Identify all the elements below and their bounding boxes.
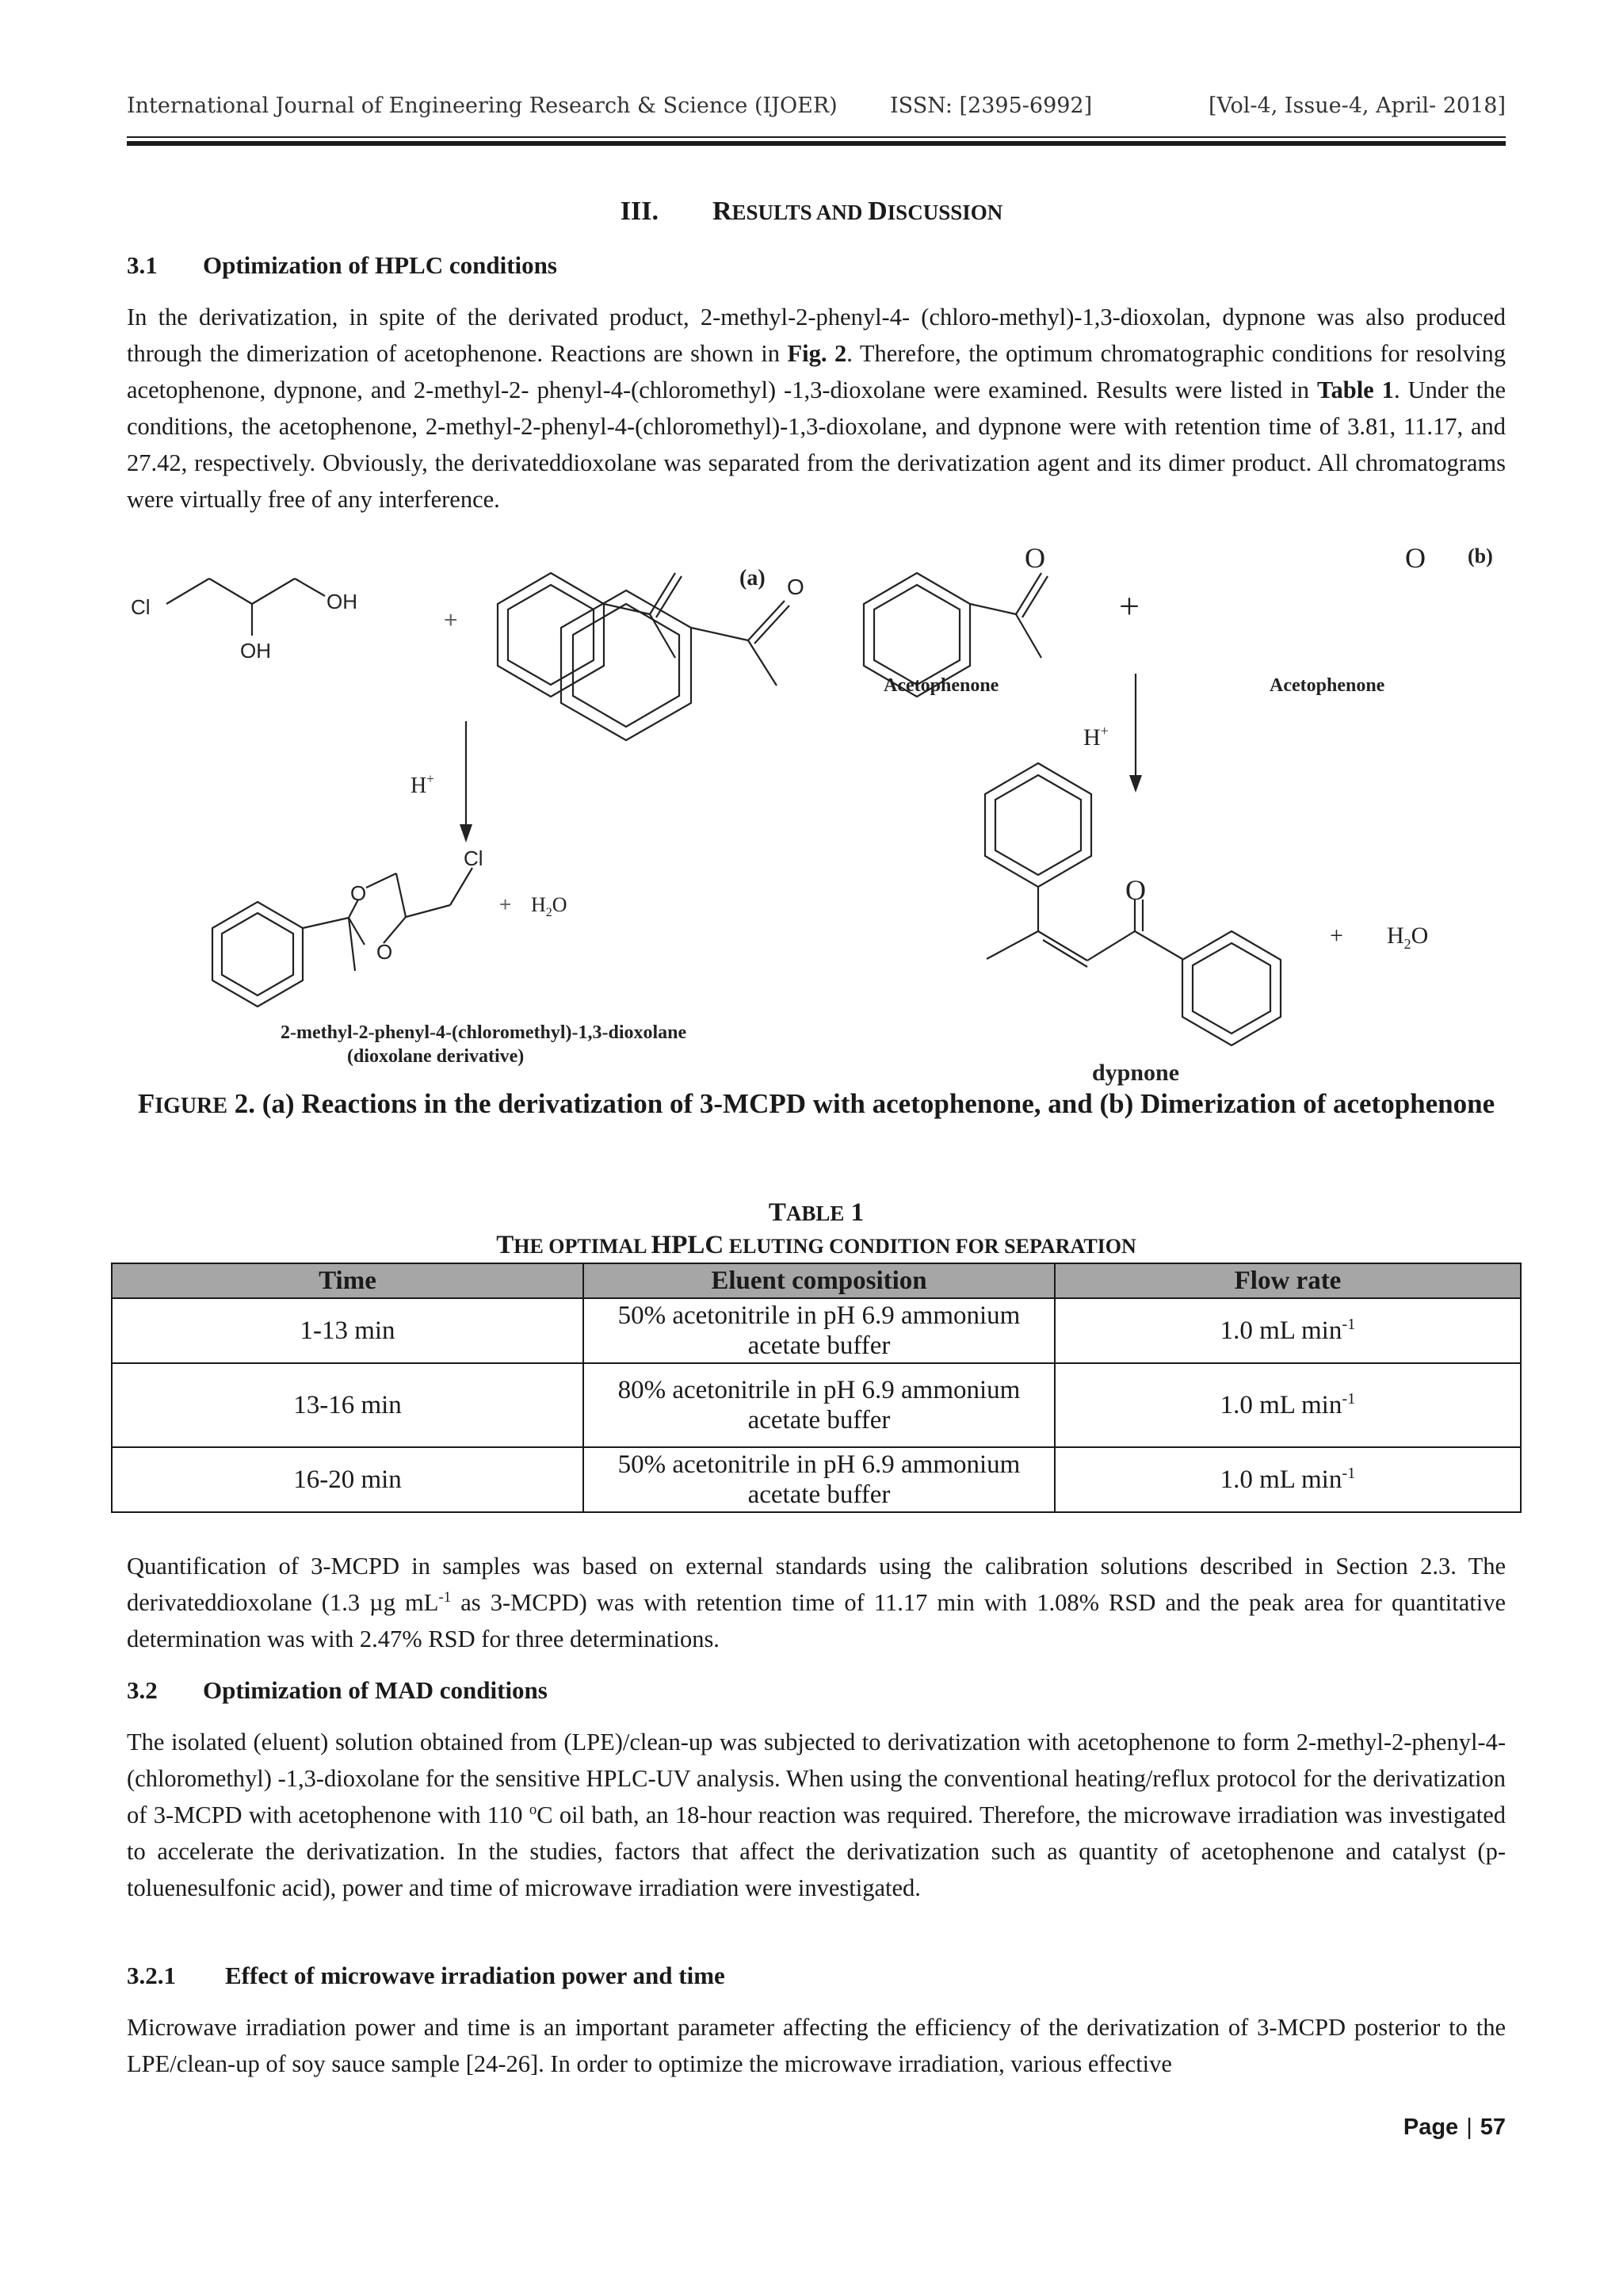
svg-text:dypnone: dypnone — [1092, 1060, 1180, 1086]
svg-text:O: O — [350, 881, 367, 905]
journal-name: International Journal of Engineering Research & Science (IJOER) — [127, 94, 838, 118]
column-header-flow: Flow rate — [1055, 1263, 1521, 1298]
table-1-caption: TABLE 1 THE OPTIMAL HPLC ELUTING CONDITION FOR SEPARATION — [496, 1198, 1136, 1259]
svg-text:O: O — [787, 575, 804, 599]
svg-text:(dioxolane derivative): (dioxolane derivative) — [347, 1046, 525, 1067]
subsection-3-1-heading: 3.1 Optimization of HPLC conditions — [127, 251, 557, 279]
label-b: (b) — [1468, 544, 1493, 567]
svg-text:O: O — [376, 940, 393, 964]
svg-text:+: + — [1330, 923, 1343, 949]
column-header-eluent: Eluent composition — [583, 1263, 1055, 1298]
chlorine-label: Cl — [131, 595, 151, 619]
svg-text:+: + — [499, 892, 512, 916]
page-label: Page — [1403, 2115, 1459, 2140]
svg-text:H+: H+ — [411, 771, 434, 798]
table-1-hplc-conditions — [111, 1263, 1522, 1513]
column-header-time: Time — [112, 1263, 583, 1298]
svg-text:O: O — [1125, 874, 1146, 906]
svg-text:OH: OH — [327, 590, 357, 613]
svg-text:Acetophenone: Acetophenone — [1270, 675, 1385, 696]
svg-text:O: O — [1025, 542, 1045, 574]
svg-text:2-methyl-2-phenyl-4-(chloromet: 2-methyl-2-phenyl-4-(chloromethyl)-1,3-dioxolane — [281, 1022, 687, 1043]
svg-text:O: O — [1405, 542, 1426, 574]
svg-text:+: + — [444, 607, 458, 633]
label-a: (a) — [739, 566, 766, 590]
svg-text:H+: H+ — [1083, 723, 1109, 751]
svg-text:H2O: $H_2O$ — [1387, 923, 1429, 952]
figure-2-reaction-schemes — [111, 539, 1522, 1086]
svg-text:+: + — [1119, 586, 1140, 626]
issn: ISSN: [2395-6992] — [890, 94, 1093, 118]
page-footer: Page | 57 — [1403, 2115, 1506, 2140]
svg-text:H2O: $H_2O$ — [531, 893, 567, 919]
header-rule-thin — [127, 136, 1506, 138]
table-row: 1-13 min 50% acetonitrile in pH 6.9 ammonium acetate buffer 1.0 mL $\min^{-1}$ — [112, 1298, 1521, 1363]
section-title: III. RESULTS AND DISCUSSION — [620, 197, 1003, 226]
svg-text:Cl: Cl — [464, 846, 483, 870]
paragraph-mad: The isolated (eluent) solution obtained from (LPE)/clean-up was subjected to derivatization with acetophenone to form 2-methyl-2-phenyl-4-(chloromethyl) -1,3-dioxolane for the sensitive HPLC-UV analysis. When using the conventional heating/reflux protocol for the derivatization of 3-MCPD with acetophenone with 110 $^o$C oil bath, an 18-hour reaction was required. Therefore, the microwave irradiation was investigated to accelerate the derivatization. In the studies, factors that affect the derivatization such as quantity of acetophenone and catalyst (p-toluenesulfonic acid), power and time of microwave irradiation were investigated. — [127, 1729, 1506, 1901]
table-row: 13-16 min 80% acetonitrile in pH 6.9 ammonium acetate buffer 1.0 mL $\min^{-1}$ — [112, 1363, 1521, 1447]
header-rule-thick — [127, 141, 1506, 146]
figure-2-caption: FIGURE 2. (a) Reactions in the derivatization of 3-MCPD with acetophenone, and (b) Dimerization of acetophenone — [137, 1088, 1495, 1119]
volume-issue: [Vol-4, Issue-4, April- 2018] — [1208, 94, 1506, 118]
section-number: III. — [620, 197, 659, 226]
subsection-3-2-1-heading: 3.2.1 Effect of microwave irradiation power and time — [127, 1962, 725, 1989]
paragraph-microwave: Microwave irradiation power and time is an important parameter affecting the efficiency of the derivatization of 3-MCPD posterior to the LPE/clean-up of soy sauce sample [24-26]. In order to optimize the microwave irradiation, various effective — [127, 2014, 1506, 2077]
paragraph-quantification: Quantification of 3-MCPD in samples was based on external standards using the calibration solutions described in Section 2.3. The derivateddioxolane (1.3 µg $mL^{-1}$ as 3-MCPD) was with retention time of 11.17 min with 1.08% RSD and the peak area for quantitative determination was with 2.47% RSD for three determinations. — [127, 1553, 1506, 1652]
svg-text:OH: OH — [240, 639, 271, 663]
svg-text:Acetophenone: Acetophenone — [884, 675, 999, 696]
paragraph-hplc: In the derivatization, in spite of the derivated product, 2-methyl-2-phenyl-4- (chloro-methyl)-1,3-dioxolan, dypnone was also produced through the dimerization of acetophenone. Reactions are shown in Fig. 2. Therefore, the optimum chromatographic conditions for resolving acetophenone, dypnone, and 2-methyl-2- phenyl-4-(chloromethyl) -1,3-dioxolane were examined. Results were listed in Table 1. Under the conditions, the acetophenone, 2-methyl-2-phenyl-4-(chloromethyl)-1,3-dioxolane, and dypnone were with retention time of 3.81, 11.17, and 27.42, respectively. Obviously, the derivateddioxolane was separated from the derivatization agent and its dimer product. All chromatograms were virtually free of any interference. — [127, 304, 1506, 513]
table-row: 16-20 min 50% acetonitrile in pH 6.9 ammonium acetate buffer 1.0 mL $\min^{-1}$ — [112, 1447, 1521, 1512]
page-number: 57 — [1480, 2115, 1506, 2140]
running-header — [127, 94, 1506, 133]
subsection-3-2-heading: 3.2 Optimization of MAD conditions — [127, 1676, 548, 1704]
